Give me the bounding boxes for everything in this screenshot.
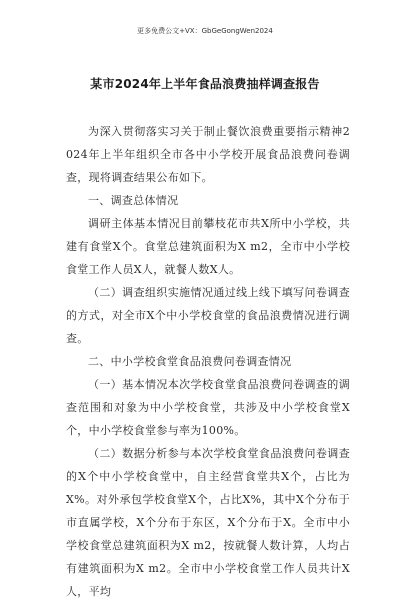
document-body xyxy=(66,120,350,603)
intro-paragraph: 为深入贯彻落实习关于制止餐饮浪费重要指示精神2024年上半年组织全市各中小学校开展食品浪费问卷调查，现将调查结果公布如下。 xyxy=(66,125,350,184)
section-heading-1: 一、调查总体情况 xyxy=(88,194,179,207)
section-heading-2: 二、中小学校食堂食品浪费问卷调查情况 xyxy=(88,355,292,368)
document-title: 某市2024年上半年食品浪费抽样调查报告 xyxy=(90,77,320,91)
paragraph-basic-info: （一）基本情况本次学校食堂食品浪费问卷调查的调查范围和对象为中小学校食堂，共涉及中小学校食堂X个，中小学校食堂参与率为100%。 xyxy=(66,378,350,437)
paragraph-subject-info: 调研主体基本情况目前攀枝花市共X所中小学校，共建有食堂X个。食堂总建筑面积为X m2，全市中小学校食堂工作人员X人，就餐人数X人。 xyxy=(66,217,350,276)
paragraph-data-analysis: （二）数据分析参与本次学校食堂食品浪费问卷调查的X个中小学校食堂中，自主经营食堂共X个，占比为X%。对外承包学校食堂X个，占比X%，其中X个分布于市直属学校，X个分布于东区，X个分布于X。全市中小学校食堂总建筑面积为X m2，按就餐人数计算，人均占有建筑面积为X m2。全市中小学校食堂工作人员共计X人，平均 xyxy=(66,447,350,598)
paragraph-implementation: （二）调查组织实施情况通过线上线下填写问卷调查的方式，对全市X个中小学校食堂的食品浪费情况进行调查。 xyxy=(66,286,350,345)
header-note: 更多免费公文+VX：GbGeGongWen2024 xyxy=(137,27,273,35)
